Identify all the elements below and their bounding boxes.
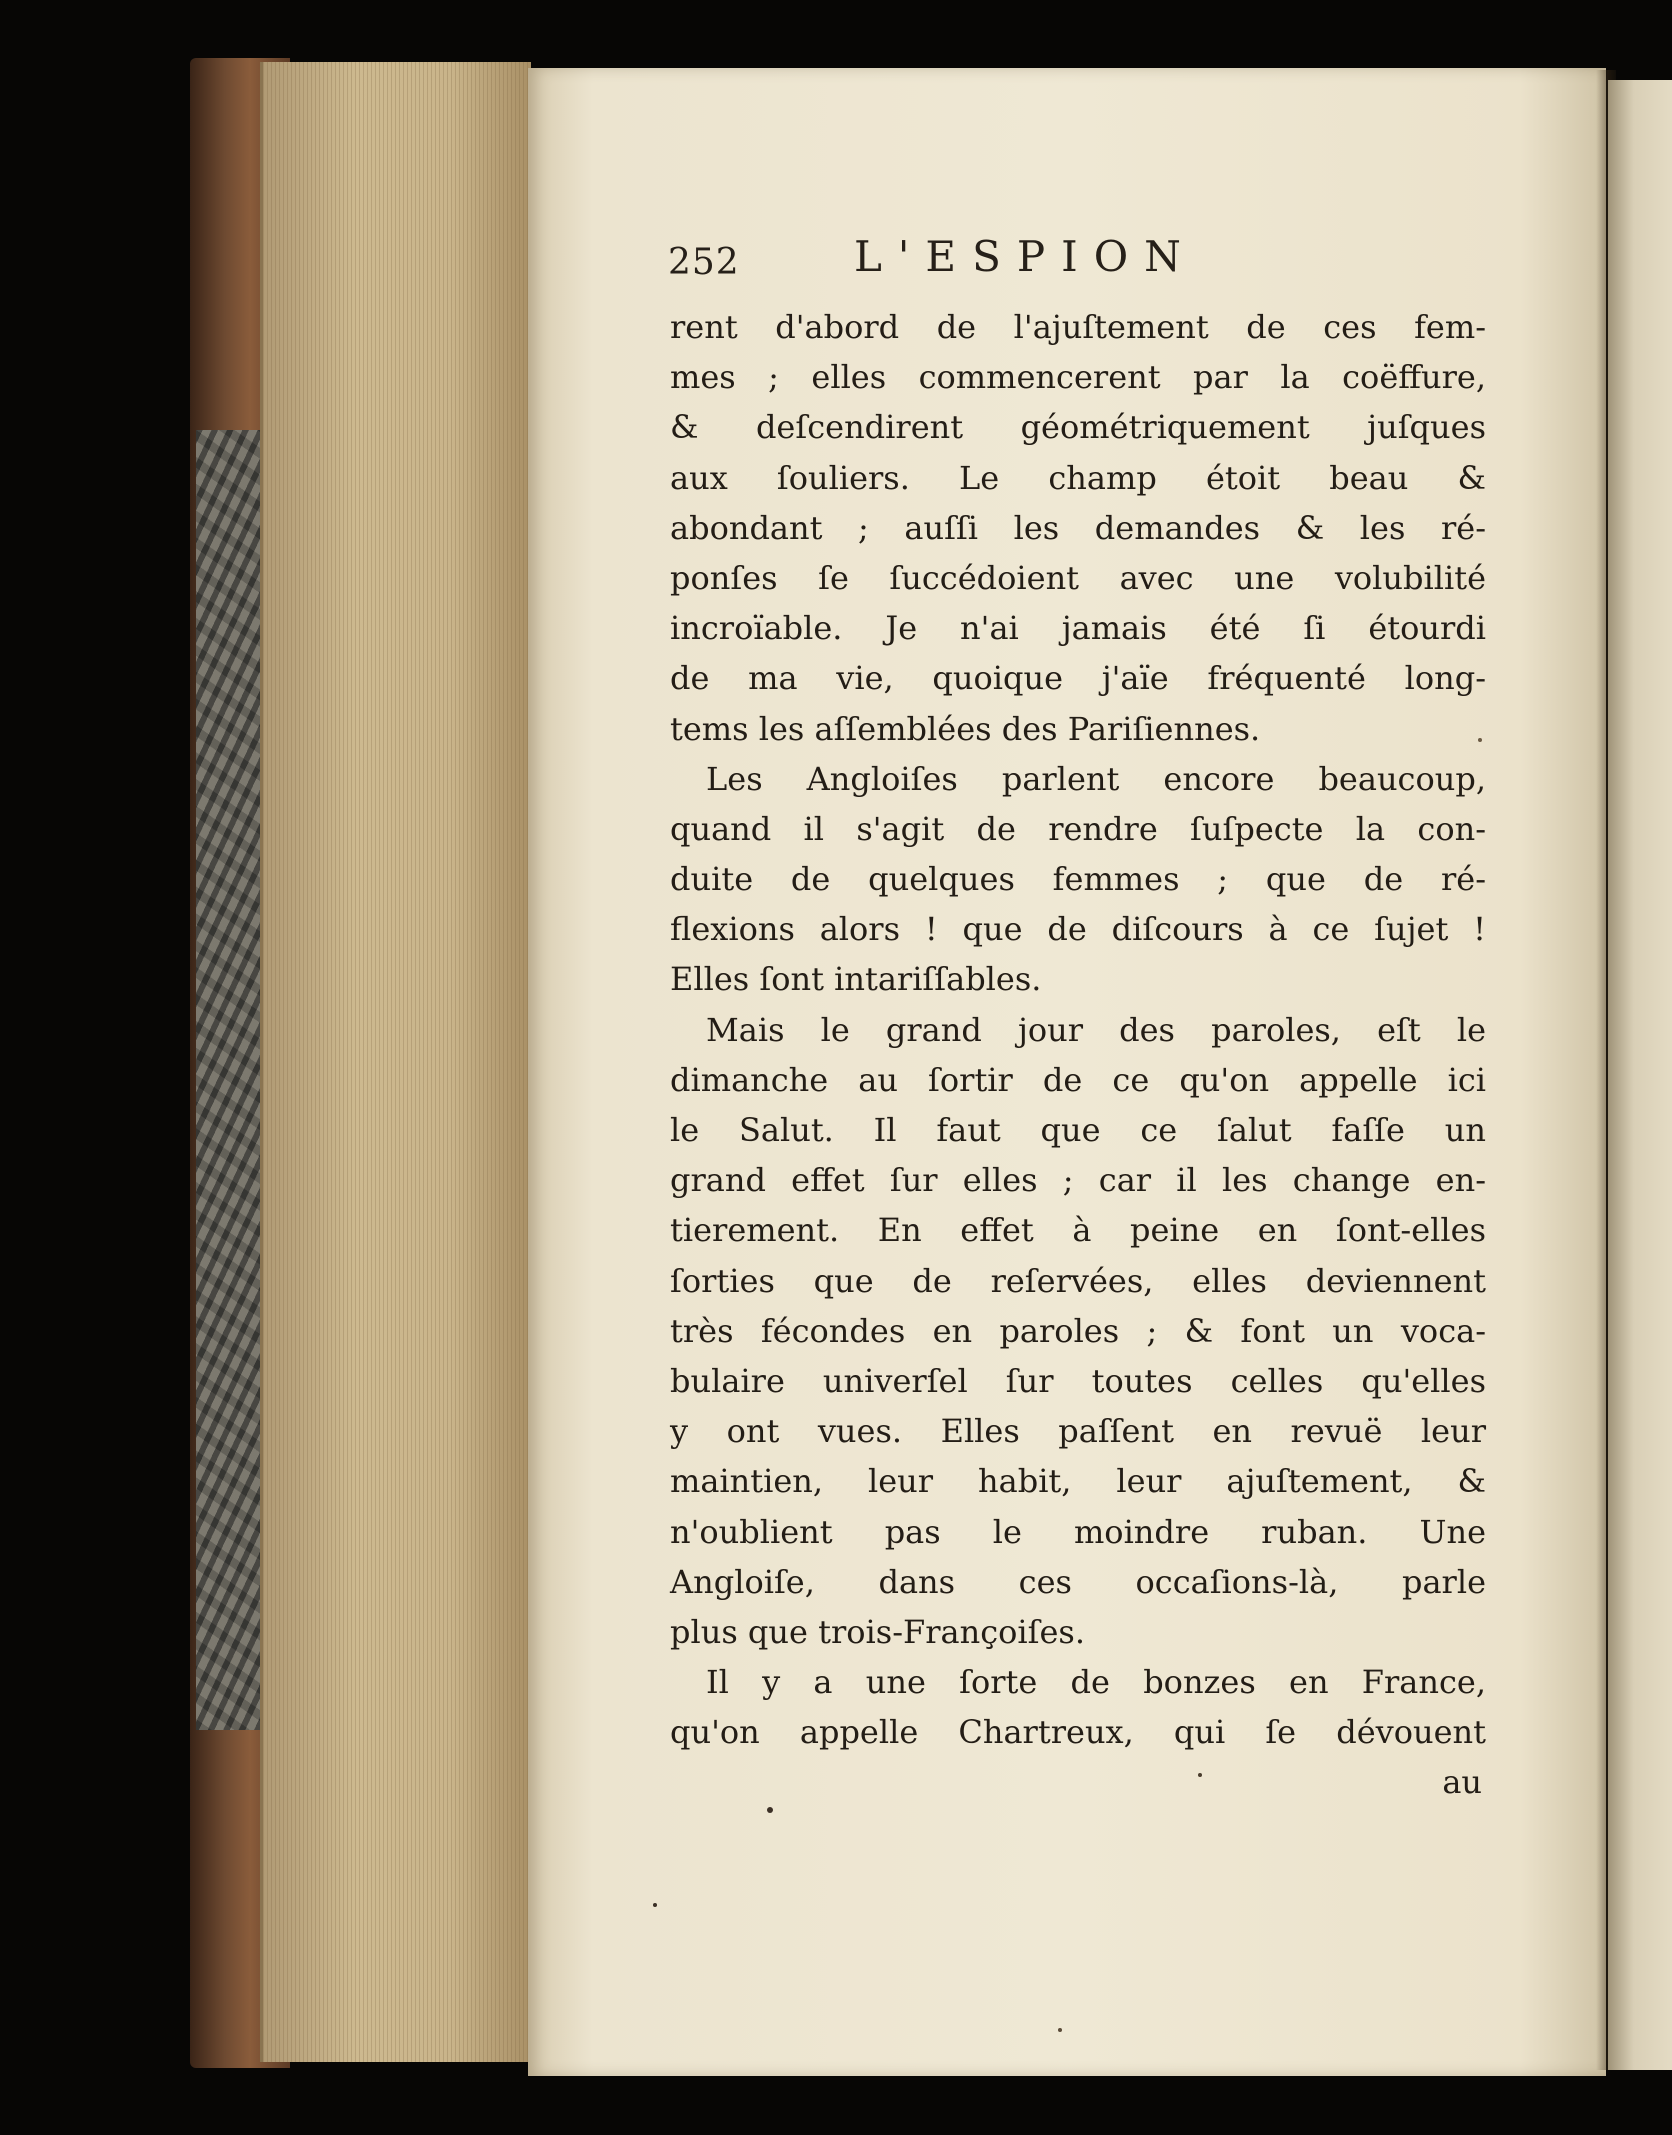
text-line: plus que trois-Françoiſes. <box>670 1612 1085 1651</box>
text-line: flexions alors ! que de diſcours à ce ſujet ! <box>670 910 1486 949</box>
text-line: Mais le grand jour des paroles, eſt le <box>706 1010 1486 1049</box>
catchword <box>670 1757 1486 1807</box>
text-line: y ont vues. Elles paſſent en revuë leur <box>670 1412 1486 1451</box>
text-line: qu'on appelle Chartreux, qui ſe dévouent <box>670 1713 1486 1752</box>
text-line: de ma vie, quoique j'aïe fréquenté long- <box>670 659 1486 698</box>
text-line: ſorties que de reſervées, elles deviennent <box>670 1261 1486 1300</box>
text-line: maintien, leur habit, leur ajuſtement, & <box>670 1462 1486 1501</box>
marbled-board <box>196 430 266 1730</box>
text-line: & deſcendirent géométriquement juſques <box>670 408 1486 447</box>
text-line: tierement. En effet à peine en ſont-elles <box>670 1211 1486 1250</box>
text-line: mes ; elles commencerent par la coëffure, <box>670 358 1486 397</box>
text-line: tems les aſſemblées des Pariſiennes. <box>670 709 1261 748</box>
text-line: grand effet ſur elles ; car il les change en- <box>670 1161 1486 1200</box>
facing-page <box>1608 80 1672 2070</box>
text-line: très fécondes en paroles ; & font un voca- <box>670 1311 1486 1350</box>
text-block <box>670 302 1486 1808</box>
text-line: n'oublient pas le moindre ruban. Une <box>670 1512 1486 1551</box>
text-line: ponſes ſe ſuccédoient avec une volubilité <box>670 558 1486 597</box>
text-line: aux ſouliers. Le champ étoit beau & <box>670 458 1486 497</box>
text-line: rent d'abord de l'ajuſtement de ces fem- <box>670 308 1486 346</box>
catchword-text: au <box>1442 1763 1482 1802</box>
text-line: le Salut. Il faut que ce ſalut faſſe un <box>670 1111 1486 1149</box>
text-line: incroïable. Je n'ai jamais été ſi étourdi <box>670 609 1486 648</box>
text-line: Il y a une ſorte de bonzes en France, <box>706 1663 1486 1702</box>
text-line: dimanche au ſortir de ce qu'on appelle ici <box>670 1060 1486 1099</box>
page-edges <box>260 62 531 2062</box>
text-line: Angloiſe, dans ces occaſions-là, parle <box>670 1562 1486 1601</box>
text-line: bulaire univerſel ſur toutes celles qu'elles <box>670 1361 1486 1400</box>
running-title: L'ESPION <box>854 232 1197 281</box>
text-line: quand il s'agit de rendre ſuſpecte la con- <box>670 809 1486 848</box>
text-line: Elles ſont intariſſables. <box>670 960 1042 999</box>
text-line: duite de quelques femmes ; que de ré- <box>670 860 1486 899</box>
text-line: Les Angloiſes parlent encore beaucoup, <box>706 759 1486 798</box>
page-number: 252 <box>668 242 740 283</box>
running-head <box>668 232 1468 292</box>
text-line: abondant ; auſſi les demandes & les ré- <box>670 508 1486 547</box>
